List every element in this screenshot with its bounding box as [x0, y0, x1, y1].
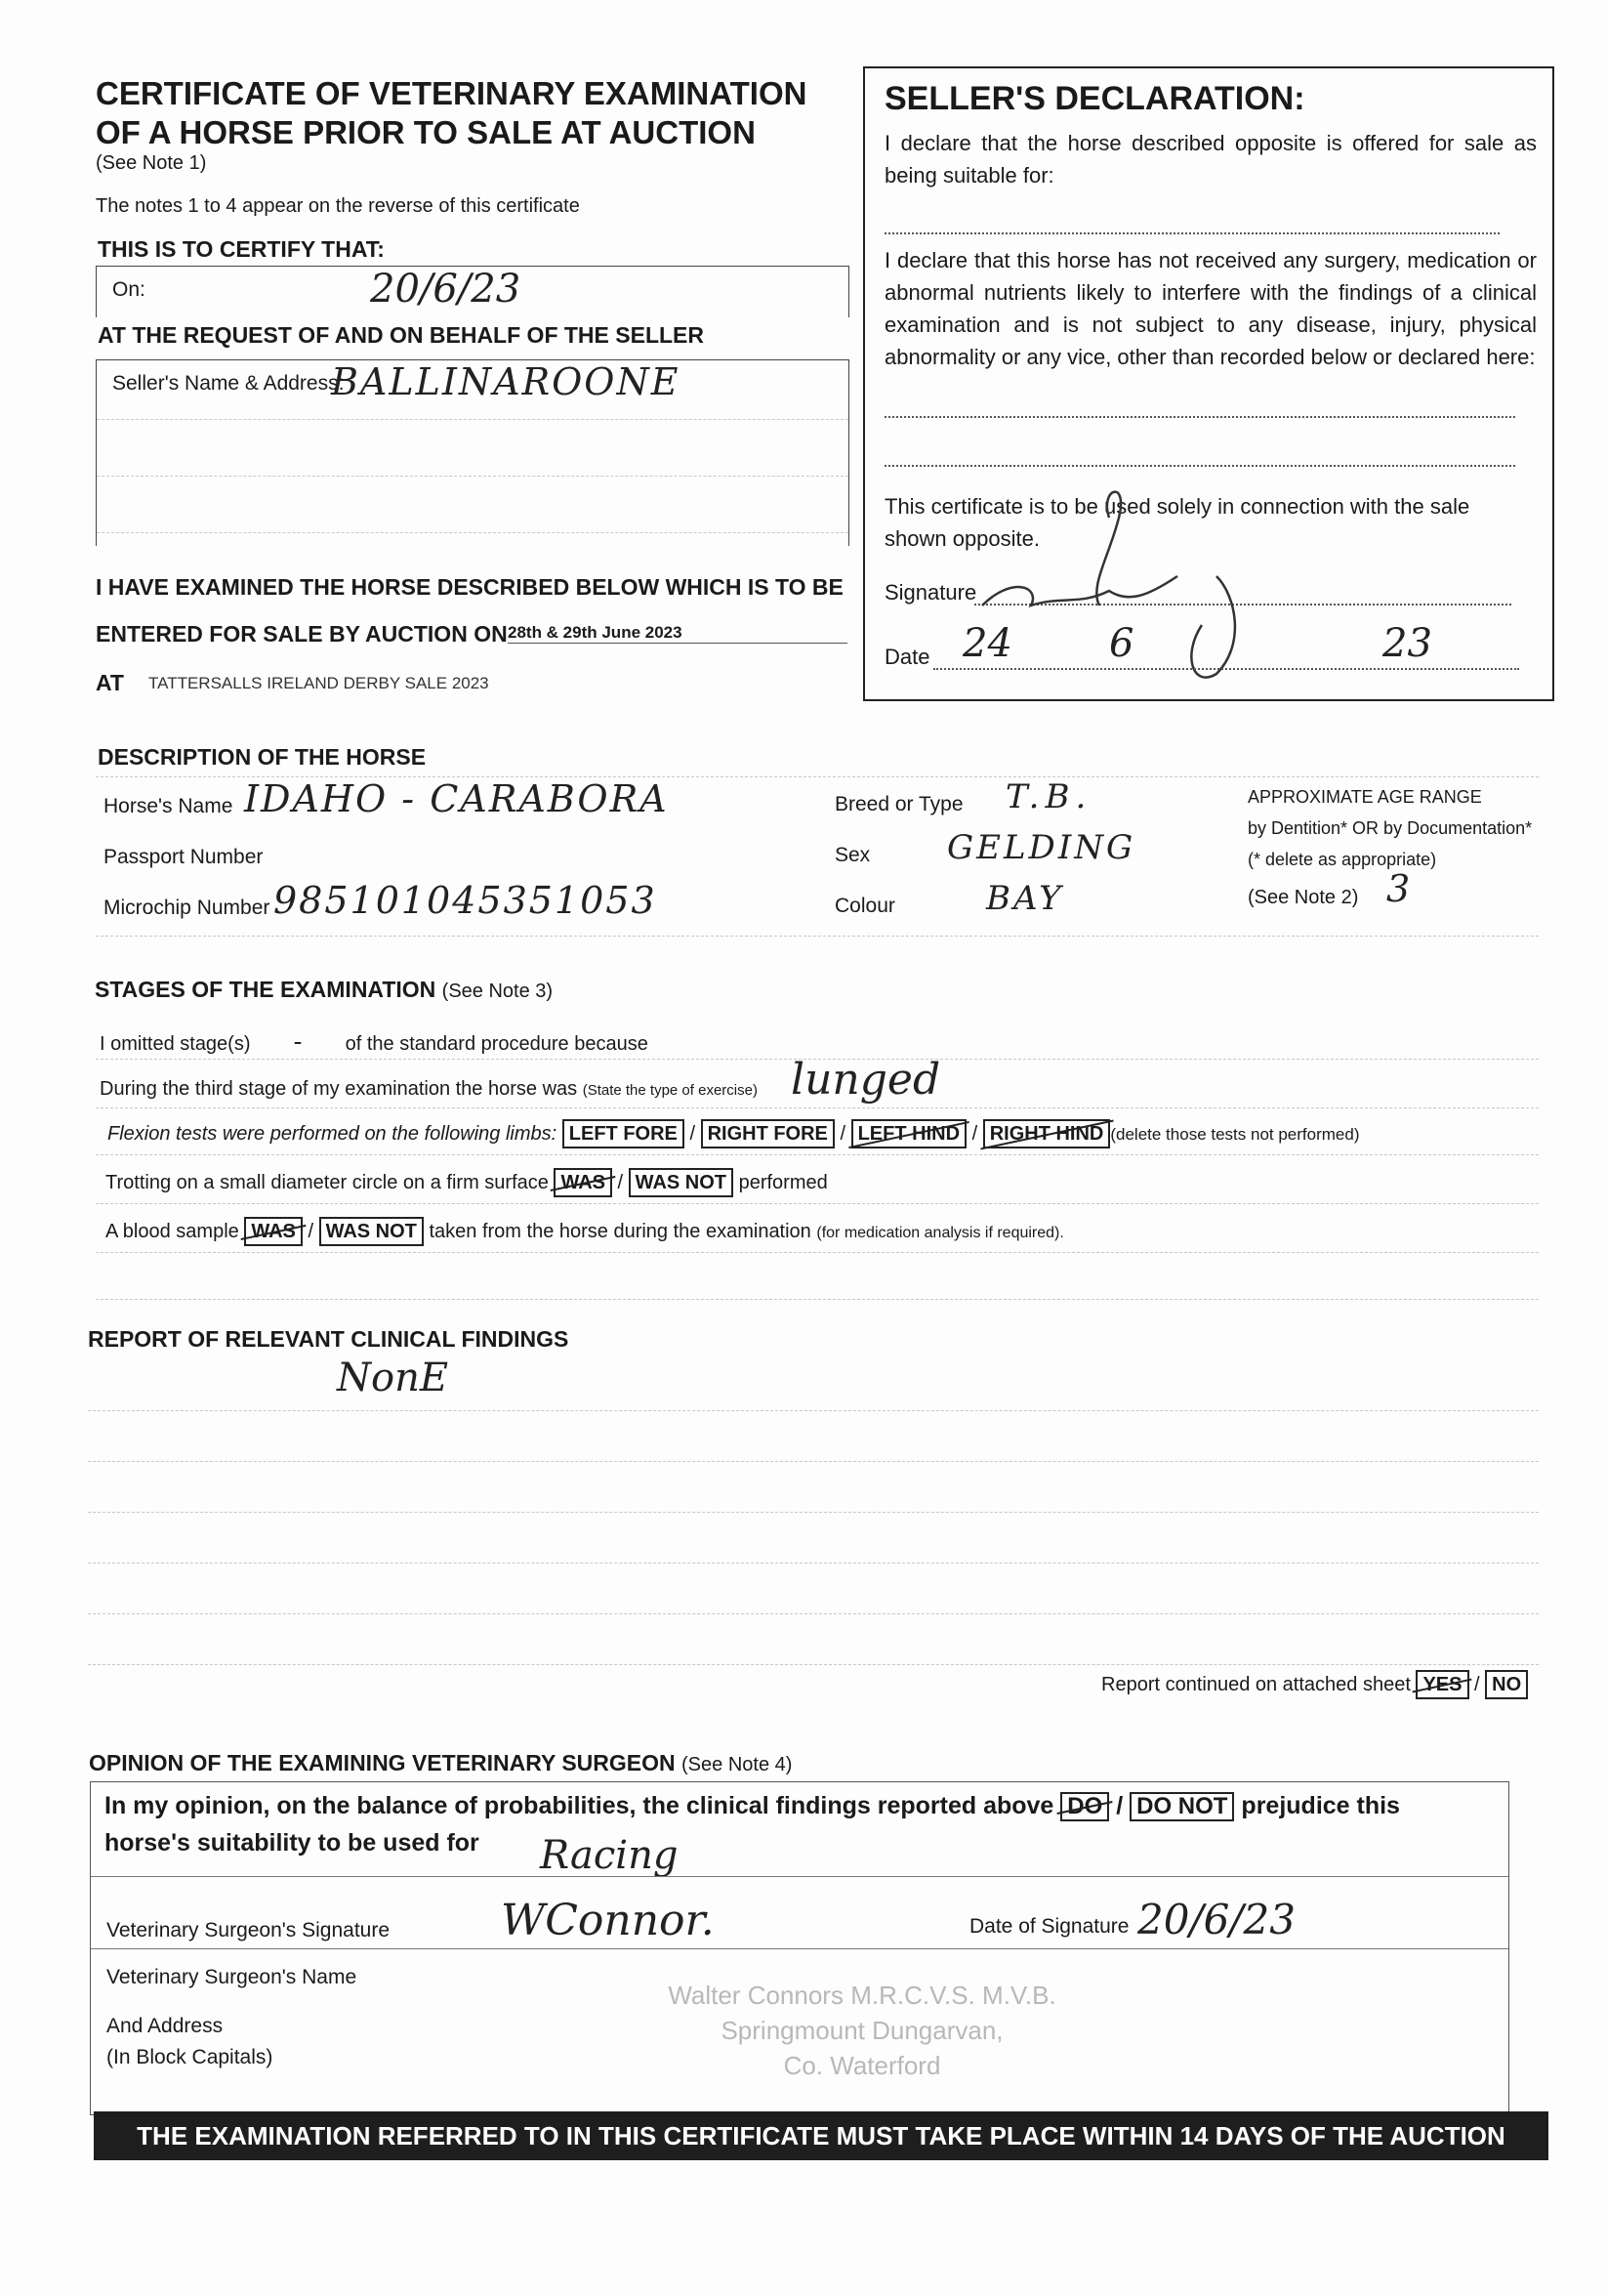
- horse-name-label: Horse's Name: [103, 795, 233, 817]
- flex-right-hind[interactable]: RIGHT HIND: [983, 1119, 1111, 1148]
- horse-name-value[interactable]: IDAHO - CARABORA: [244, 777, 669, 820]
- sale-dates-field: [508, 623, 847, 644]
- stages-see-note: (See Note 3): [441, 981, 554, 1002]
- third-stage-value[interactable]: lunged: [791, 1055, 941, 1105]
- declaration-para-1: I declare that the horse described opposite is offered for sale as being suitable for:: [885, 131, 1537, 188]
- report-no[interactable]: NO: [1485, 1670, 1528, 1699]
- age-range-block: [1248, 781, 1532, 875]
- seller-date-year[interactable]: 23: [1382, 621, 1432, 666]
- trot-pre: Trotting on a small diameter circle on a firm surface: [105, 1172, 549, 1193]
- age-line-3: (* delete as appropriate): [1248, 850, 1437, 869]
- certify-heading: THIS IS TO CERTIFY THAT:: [98, 236, 385, 262]
- stages-heading-row: [95, 977, 553, 1003]
- opinion-line-2: horse's suitability to be used for: [104, 1829, 479, 1857]
- colour-label: Colour: [835, 895, 895, 917]
- opinion-heading: OPINION OF THE EXAMINING VETERINARY SURGEON: [89, 1750, 676, 1775]
- opinion-line1-post: prejudice this: [1241, 1792, 1400, 1819]
- age-note: (See Note 2): [1248, 887, 1359, 908]
- report-yes[interactable]: YES: [1416, 1670, 1468, 1699]
- stamp-line-1: Walter Connors M.R.C.V.S. M.V.B.: [668, 1981, 1056, 2010]
- report-continued-row: Report continued on attached sheet YES / NO: [1101, 1670, 1528, 1699]
- flex-left-hind[interactable]: LEFT HIND: [851, 1119, 967, 1148]
- colour-value[interactable]: BAY: [986, 879, 1064, 918]
- flexion-post: (delete those tests not performed): [1110, 1125, 1360, 1144]
- report-continued: Report continued on attached sheet: [1101, 1674, 1411, 1695]
- omitted-value[interactable]: -: [293, 1027, 303, 1057]
- flexion-row: Flexion tests were performed on the following limbs: LEFT FORE / RIGHT FORE / LEFT HIND / RIGHT HIND (delete those tests not performed): [107, 1119, 1360, 1148]
- examined-line-1: I HAVE EXAMINED THE HORSE DESCRIBED BELOW WHICH IS TO BE: [96, 574, 844, 600]
- footer-banner: THE EXAMINATION REFERRED TO IN THIS CERTIFICATE MUST TAKE PLACE WITHIN 14 DAYS OF THE AUCTION: [94, 2111, 1548, 2160]
- age-heading: APPROXIMATE AGE RANGE: [1248, 787, 1482, 807]
- microchip-label: Microchip Number: [103, 897, 270, 919]
- on-box: [96, 266, 849, 317]
- opinion-box: [90, 1781, 1509, 2115]
- stamp-line-3: Co. Waterford: [783, 2051, 941, 2080]
- breed-value[interactable]: T.B.: [1006, 777, 1092, 816]
- seller-declaration-heading: SELLER'S DECLARATION:: [885, 80, 1305, 117]
- sex-value[interactable]: GELDING: [947, 828, 1136, 867]
- blood-row: A blood sample WAS / WAS NOT taken from the horse during the examination (for medication analysis if required).: [105, 1217, 1064, 1246]
- sale-dates: 28th & 29th June 2023: [508, 623, 682, 642]
- seller-address-box: [96, 359, 849, 546]
- seller-date-month[interactable]: 6: [1109, 621, 1134, 666]
- third-stage-row: [100, 1078, 758, 1101]
- omitted-row: [100, 1027, 648, 1057]
- omitted-post: of the standard procedure because: [345, 1033, 648, 1055]
- seller-date-day[interactable]: 24: [963, 621, 1012, 666]
- vet-stamp: [657, 1978, 1067, 2083]
- at-label: AT: [96, 670, 124, 695]
- flex-left-fore[interactable]: LEFT FORE: [562, 1119, 684, 1148]
- third-stage-text: During the third stage of my examination the horse was: [100, 1078, 578, 1100]
- seller-date-line[interactable]: [933, 668, 1519, 670]
- title-line-2: OF A HORSE PRIOR TO SALE AT AUCTION: [96, 114, 756, 150]
- request-heading: AT THE REQUEST OF AND ON BEHALF OF THE SELLER: [98, 322, 704, 348]
- on-label: On:: [112, 278, 145, 301]
- declaration-line-1[interactable]: [885, 416, 1515, 418]
- seller-value[interactable]: BALLINAROONE: [331, 360, 680, 403]
- vet-address-label: And Address: [106, 2015, 224, 2037]
- stages-heading: STAGES OF THE EXAMINATION: [95, 977, 436, 1002]
- trot-was-not[interactable]: WAS NOT: [629, 1168, 733, 1197]
- report-heading: REPORT OF RELEVANT CLINICAL FINDINGS: [88, 1326, 569, 1352]
- block-capitals-label: (In Block Capitals): [106, 2046, 273, 2068]
- trot-was[interactable]: WAS: [554, 1168, 612, 1197]
- blood-small: (for medication analysis if required).: [816, 1225, 1064, 1241]
- suitable-for-line[interactable]: [885, 232, 1500, 234]
- sale-name: TATTERSALLS IRELAND DERBY SALE 2023: [148, 674, 489, 692]
- blood-post: taken from the horse during the examination: [429, 1221, 811, 1242]
- seller-label: Seller's Name & Address:: [112, 372, 345, 395]
- trotting-row: Trotting on a small diameter circle on a firm surface WAS / WAS NOT performed: [105, 1168, 828, 1197]
- opinion-line1-pre: In my opinion, on the balance of probabilities, the clinical findings reported above: [104, 1792, 1054, 1819]
- blood-was-not[interactable]: WAS NOT: [319, 1217, 424, 1246]
- blood-was[interactable]: WAS: [244, 1217, 303, 1246]
- sex-label: Sex: [835, 844, 871, 866]
- report-value[interactable]: NonE: [337, 1356, 449, 1400]
- omitted-pre: I omitted stage(s): [100, 1033, 251, 1055]
- passport-label: Passport Number: [103, 846, 264, 868]
- trot-post: performed: [738, 1172, 828, 1193]
- opinion-use-value[interactable]: Racing: [540, 1833, 679, 1878]
- flex-right-fore[interactable]: RIGHT FORE: [701, 1119, 835, 1148]
- date-label: Date: [885, 645, 930, 669]
- breed-label: Breed or Type: [835, 793, 964, 815]
- see-note-1: (See Note 1): [96, 152, 207, 174]
- notes-line: The notes 1 to 4 appear on the reverse of this certificate: [96, 195, 580, 217]
- certificate-title: [96, 74, 806, 152]
- microchip-value[interactable]: 985101045351053: [273, 879, 657, 922]
- age-value[interactable]: 3: [1386, 867, 1411, 910]
- flexion-pre: Flexion tests were performed on the following limbs:: [107, 1123, 557, 1145]
- description-heading: DESCRIPTION OF THE HORSE: [98, 744, 427, 770]
- declaration-para-3: This certificate is to be used solely in connection with the sale shown opposite.: [885, 494, 1470, 551]
- blood-pre: A blood sample: [105, 1221, 239, 1242]
- date-of-signature-value[interactable]: 20/6/23: [1137, 1896, 1296, 1943]
- opinion-line-1: In my opinion, on the balance of probabilities, the clinical findings reported above DO / DO NOT prejudice this: [104, 1792, 1400, 1819]
- date-of-signature-label: Date of Signature: [969, 1915, 1130, 1938]
- opinion-do[interactable]: DO: [1060, 1792, 1109, 1821]
- opinion-see-note: (See Note 4): [681, 1754, 793, 1775]
- vet-signature-value[interactable]: WConnor.: [501, 1896, 715, 1945]
- examined-line-2: ENTERED FOR SALE BY AUCTION ON: [96, 621, 508, 647]
- stamp-line-2: Springmount Dungarvan,: [721, 2016, 1004, 2045]
- vet-signature-label: Veterinary Surgeon's Signature: [106, 1919, 391, 1941]
- opinion-heading-row: [89, 1750, 792, 1776]
- seller-declaration-box: [863, 66, 1554, 701]
- declaration-para-2: I declare that this horse has not received any surgery, medication or abnormal nutrients likely to interfere with the findings of a clinical examination and is not subject to any disease, injury, physical abnormality or any vice, other than recorded below or declared here:: [885, 248, 1537, 369]
- vet-name-label: Veterinary Surgeon's Name: [106, 1966, 357, 1988]
- signature-label: Signature: [885, 580, 977, 605]
- title-line-1: CERTIFICATE OF VETERINARY EXAMINATION: [96, 75, 807, 111]
- opinion-do-not[interactable]: DO NOT: [1130, 1792, 1234, 1821]
- age-line-2: by Dentition* OR by Documentation*: [1248, 818, 1533, 838]
- on-date[interactable]: 20/6/23: [370, 267, 521, 312]
- third-stage-small: (State the type of exercise): [582, 1082, 758, 1099]
